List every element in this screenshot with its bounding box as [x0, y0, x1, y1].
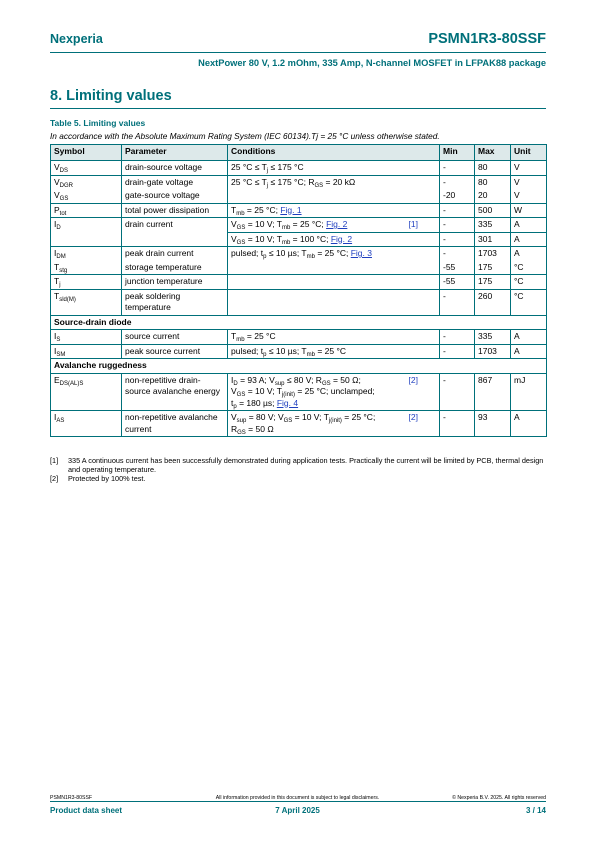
col-header-symbol: Symbol: [51, 145, 122, 161]
brand-name: Nexperia: [50, 32, 103, 46]
table-note: In accordance with the Absolute Maximum Rating System (IEC 60134).Tj = 25 °C unless otherwise stated.: [50, 131, 440, 141]
conditions-cell: 25 $^\circ C \le T_j \le 175$ °C: [228, 161, 440, 176]
symbol-cell: $I_D$: [51, 218, 122, 247]
header-divider: [50, 52, 546, 53]
col-header-parameter: Parameter: [122, 145, 228, 161]
footer-divider: [50, 801, 546, 802]
footnotes: [50, 456, 546, 484]
symbol-cell: $V_{DS}$: [51, 161, 122, 176]
parameter-cell: drain current: [122, 218, 228, 247]
footnote-text: 335 A continuous current has been successfully demonstrated during application tests. Practically the current will be limited by PCB, thermal design and operating temperature.: [68, 456, 544, 475]
col-header-min: Min: [440, 145, 475, 161]
fig2-link[interactable]: Fig. 2: [326, 219, 348, 229]
table-row: [51, 189, 547, 203]
table-row: [51, 218, 547, 233]
unit-cell: A: [511, 247, 547, 261]
conditions-cell: 25 $^\circ C \le T_j \le 175$ °C; $R_{GS} = 20$ kΩ: [228, 175, 440, 189]
unit-cell: V: [511, 189, 547, 203]
parameter-cell: drain-source voltage: [122, 161, 228, 176]
table-row: [51, 411, 547, 437]
unit-cell: A: [511, 344, 547, 359]
symbol-cell: $T_j$: [51, 275, 122, 290]
conditions-cell: pulsed; $t_p \le 10$ µs; $T_{mb} = 25$ °C; Fig. 3: [228, 247, 440, 261]
footer-copyright: © Nexperia B.V. 2025. All rights reserved: [452, 795, 546, 801]
min-cell: -: [440, 203, 475, 218]
max-cell: 80: [475, 175, 511, 189]
min-cell: -: [440, 411, 475, 437]
min-cell: -: [440, 161, 475, 176]
table-row: [51, 161, 547, 176]
max-cell: 867: [475, 373, 511, 411]
max-cell: 301: [475, 232, 511, 247]
table-row: [51, 289, 547, 315]
fig4-link[interactable]: Fig. 4: [276, 397, 299, 408]
unit-cell: A: [511, 218, 547, 233]
symbol-cell: $I_{DM}$: [51, 247, 122, 261]
conditions-cell: $T_{mb} = 25$ °C; Fig. 1: [228, 203, 440, 218]
col-header-max: Max: [475, 145, 511, 161]
symbol-cell: $E_{DS(AL)S}$: [51, 373, 122, 411]
col-header-conditions: Conditions: [228, 145, 440, 161]
parameter-cell: drain-gate voltage: [122, 175, 228, 189]
parameter-cell: total power dissipation: [122, 203, 228, 218]
footer-date: 7 April 2025: [275, 806, 320, 815]
table-row: [51, 261, 547, 275]
max-cell: 175: [475, 261, 511, 275]
parameter-cell: non-repetitive drain-source avalanche energy: [122, 373, 228, 411]
table-caption: Table 5. Limiting values: [50, 118, 146, 128]
section-divider: [50, 108, 546, 109]
symbol-cell: $I_S$: [51, 330, 122, 345]
unit-cell: mJ: [511, 373, 547, 411]
min-cell: -: [440, 330, 475, 345]
conditions-cell: [228, 261, 440, 275]
conditions-cell: pulsed; $t_p \le 10$ µs; $T_{mb} = 25$ °C: [228, 344, 440, 359]
unit-cell: W: [511, 203, 547, 218]
parameter-cell: peak drain current: [122, 247, 228, 261]
max-cell: 80: [475, 161, 511, 176]
table-row: [51, 373, 547, 411]
footnote-ref-2[interactable]: [2]: [408, 412, 418, 422]
parameter-cell: non-repetitive avalanche current: [122, 411, 228, 437]
symbol-cell: $T_{sld(M)}$: [51, 289, 122, 315]
conditions-cell: [1] $V_{GS} = 10$ V; $T_{mb} = 25$ °C; Fig. 2: [228, 218, 440, 233]
symbol-cell: $P_{tot}$: [51, 203, 122, 218]
conditions-cell: [2] $V_{sup} = 80$ V; $V_{GS} = 10$ V; $T_{j(init)} = 25$ °C; $R_{GS} = 50$ Ω: [228, 411, 440, 437]
symbol-cell: $T_{stg}$: [51, 261, 122, 275]
min-cell: -: [440, 247, 475, 261]
section-heading-avalanche-ruggedness: Avalanche ruggedness: [51, 359, 547, 374]
unit-cell: °C: [511, 275, 547, 290]
parameter-cell: peak source current: [122, 344, 228, 359]
footnote-2: [50, 474, 546, 483]
parameter-cell: peak soldering temperature: [122, 289, 228, 315]
symbol-cell: $V_{DGR}$: [51, 175, 122, 189]
min-cell: -: [440, 218, 475, 233]
min-cell: -20: [440, 189, 475, 203]
parameter-cell: storage temperature: [122, 261, 228, 275]
table-row: [51, 344, 547, 359]
min-cell: -55: [440, 275, 475, 290]
table-row: [51, 247, 547, 261]
max-cell: 20: [475, 189, 511, 203]
max-cell: 1703: [475, 247, 511, 261]
footnote-number: [1]: [50, 456, 59, 465]
unit-cell: °C: [511, 261, 547, 275]
min-cell: -: [440, 289, 475, 315]
min-cell: -55: [440, 261, 475, 275]
footnote-1: [50, 456, 546, 474]
footer-doc-type: Product data sheet: [50, 806, 123, 815]
max-cell: 93: [475, 411, 511, 437]
fig3-link[interactable]: Fig. 3: [350, 248, 372, 258]
product-subtitle: NextPower 80 V, 1.2 mOhm, 335 Amp, N-channel MOSFET in LFPAK88 package: [198, 58, 546, 68]
symbol-cell: $I_{AS}$: [51, 411, 122, 437]
section-heading-source-drain-diode: Source-drain diode: [51, 315, 547, 330]
parameter-cell: source current: [122, 330, 228, 345]
min-cell: -: [440, 344, 475, 359]
parameter-cell: junction temperature: [122, 275, 228, 290]
unit-cell: °C: [511, 289, 547, 315]
max-cell: 260: [475, 289, 511, 315]
table-section-row: [51, 315, 547, 330]
max-cell: 1703: [475, 344, 511, 359]
footnote-ref-2[interactable]: [2]: [408, 374, 418, 385]
fig1-link[interactable]: Fig. 1: [280, 204, 302, 215]
table-section-row: [51, 359, 547, 374]
conditions-cell: [2] $I_D = 93$ A; $V_{sup} \le 80$ V; $R_{GS} = 50$ Ω; $V_{GS} = 10$ V; $T_{j(init)} = 25$ °C; unclamped; $t_p = 180$ µs; Fig. 4: [228, 373, 440, 411]
footer-disclaimer: All information provided in this document is subject to legal disclaimers.: [215, 795, 380, 801]
max-cell: 500: [475, 203, 511, 218]
fig2-link[interactable]: Fig. 2: [330, 233, 353, 244]
col-header-unit: Unit: [511, 145, 547, 161]
section-title: 8. Limiting values: [50, 88, 172, 104]
conditions-cell: [228, 289, 440, 315]
symbol-cell: $I_{SM}$: [51, 344, 122, 359]
parameter-cell: gate-source voltage: [122, 189, 228, 203]
table-row: [51, 203, 547, 218]
unit-cell: A: [511, 330, 547, 345]
min-cell: -: [440, 175, 475, 189]
max-cell: 175: [475, 275, 511, 290]
conditions-cell: [228, 275, 440, 290]
max-cell: 335: [475, 330, 511, 345]
table-row: [51, 275, 547, 290]
unit-cell: V: [511, 161, 547, 176]
conditions-cell: $T_{mb} = 25$ °C: [228, 330, 440, 345]
unit-cell: A: [511, 411, 547, 437]
footnote-number: [2]: [50, 474, 59, 484]
table-row: [51, 330, 547, 345]
limiting-values-table: [50, 144, 547, 437]
footer-doc-id: PSMN1R3-80SSF: [50, 795, 93, 801]
page-number: 3 / 14: [525, 806, 546, 815]
unit-cell: V: [511, 175, 547, 189]
min-cell: -: [440, 232, 475, 247]
table-row: [51, 175, 547, 189]
part-number: PSMN1R3-80SSF: [428, 31, 546, 47]
max-cell: 335: [475, 218, 511, 233]
symbol-cell: $V_{GS}$: [51, 189, 122, 203]
footnote-text: Protected by 100% test.: [68, 474, 146, 484]
footnote-ref-1[interactable]: [1]: [408, 219, 418, 229]
min-cell: -: [440, 373, 475, 411]
unit-cell: A: [511, 232, 547, 247]
table-header-row: [51, 145, 547, 161]
conditions-cell: $V_{GS} = 10$ V; $T_{mb} = 100$ °C; Fig. 2: [228, 232, 440, 247]
conditions-cell: [228, 189, 440, 203]
